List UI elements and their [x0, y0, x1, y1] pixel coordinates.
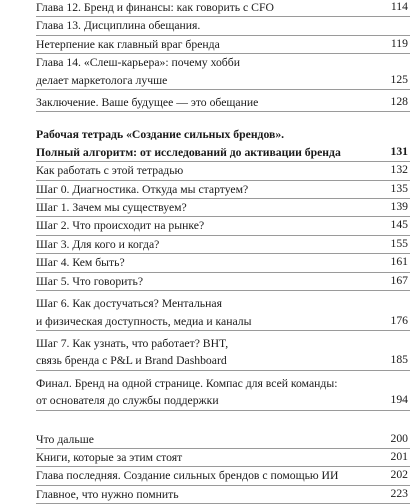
toc-entry-step-7[interactable] — [36, 335, 410, 371]
toc-entry-page: 135 — [390, 181, 408, 195]
toc-entry-workbook-subtitle[interactable] — [36, 144, 410, 162]
toc-entry-title: Главное, что нужно помнить — [36, 487, 179, 501]
toc-entry-title-line-2: связь бренда с P&L и Brand Dashboard — [36, 354, 227, 368]
toc-entry-page: 201 — [390, 449, 408, 463]
toc-entry-whats-next[interactable] — [36, 431, 410, 449]
toc-entry-step-5[interactable] — [36, 273, 410, 291]
toc-entry-step-2[interactable] — [36, 217, 410, 235]
toc-entry-title: Шаг 5. Что говорить? — [36, 274, 144, 288]
toc-entry-page: 202 — [390, 468, 408, 482]
toc-entry-title-line-2: делает маркетолога лучше — [36, 73, 168, 87]
toc-entry-title-line-1: Шаг 7. Как узнать, что работает? BHT, — [36, 336, 229, 350]
toc-entry-title: Нетерпение как главный враг бренда — [36, 37, 220, 51]
toc-entry-title: Что дальше — [36, 432, 94, 446]
toc-entry-page: 145 — [390, 218, 408, 232]
toc-entry-page: 194 — [390, 393, 408, 407]
toc-entry-page: 139 — [390, 200, 408, 214]
toc-entry-title: Глава 12. Бренд и финансы: как говорить с CFO — [36, 1, 274, 14]
toc-entry-last-chapter-ai[interactable] — [36, 467, 410, 485]
toc-entry-title-line-1: Финал. Бренд на одной странице. Компас для всей команды: — [36, 376, 338, 390]
toc-entry-chapter-13[interactable] — [36, 17, 410, 35]
toc-entry-step-6[interactable] — [36, 295, 410, 331]
toc-entry-chapter-14[interactable] — [36, 54, 410, 90]
toc-entry-title-line-2: и физическая доступность, медиа и каналы — [36, 314, 252, 328]
toc-entry-step-3[interactable] — [36, 236, 410, 254]
toc-entry-page: 132 — [390, 163, 408, 177]
toc-entry-page: 167 — [390, 273, 408, 287]
toc-entry-title-line-1: Шаг 6. Как достучаться? Ментальная — [36, 297, 222, 311]
toc-entry-title: Шаг 2. Что происходит на рынке? — [36, 219, 205, 233]
toc-entry-page: 161 — [390, 255, 408, 269]
toc-entry-title: Шаг 0. Диагностика. Откуда мы стартуем? — [36, 182, 249, 196]
toc-entry-page: 114 — [390, 0, 408, 13]
table-of-contents — [36, 0, 410, 504]
toc-entry-conclusion[interactable] — [36, 94, 410, 112]
toc-entry-title: Заключение. Ваше будущее — это обещание — [36, 96, 259, 110]
toc-entry-step-0[interactable] — [36, 181, 410, 199]
toc-entry-title-line-2: от основателя до службы поддержки — [36, 394, 219, 408]
toc-entry-title: Глава 13. Дисциплина обещания. — [36, 19, 201, 33]
toc-entry-chapter-12[interactable] — [36, 0, 410, 17]
toc-entry-books[interactable] — [36, 449, 410, 467]
toc-entry-title: Как работать с этой тетрадью — [36, 164, 184, 178]
toc-entry-key-takeaways[interactable] — [36, 486, 410, 504]
toc-entry-page: 128 — [390, 95, 408, 109]
toc-entry-how-to-work[interactable] — [36, 162, 410, 180]
toc-entry-page: 155 — [390, 236, 408, 250]
workbook-heading: Рабочая тетрадь «Создание сильных брендов». — [36, 128, 285, 142]
toc-entry-page: 223 — [390, 486, 408, 500]
toc-entry-title: Шаг 1. Зачем мы существуем? — [36, 201, 187, 215]
toc-entry-page: 185 — [390, 353, 408, 367]
toc-entry-title-line-1: Глава 14. «Слеш-карьера»: почему хобби — [36, 56, 240, 70]
toc-entry-final[interactable] — [36, 375, 410, 411]
toc-entry-chapter-13-subtitle[interactable] — [36, 36, 410, 54]
toc-entry-step-4[interactable] — [36, 254, 410, 272]
toc-entry-page: 119 — [390, 36, 408, 50]
toc-entry-step-1[interactable] — [36, 199, 410, 217]
toc-entry-page: 176 — [390, 313, 408, 327]
toc-entry-title: Шаг 3. Для кого и когда? — [36, 237, 160, 251]
toc-entry-page: 131 — [390, 144, 408, 158]
toc-entry-title: Глава последняя. Создание сильных брендов с помощью ИИ — [36, 469, 339, 483]
toc-entry-title: Книги, которые за этим стоят — [36, 450, 183, 464]
toc-entry-title: Шаг 4. Кем быть? — [36, 256, 125, 270]
toc-entry-page: 125 — [390, 72, 408, 86]
toc-entry-title: Полный алгоритм: от исследований до активации бренда — [36, 145, 341, 159]
toc-entry-page: 200 — [390, 431, 408, 445]
